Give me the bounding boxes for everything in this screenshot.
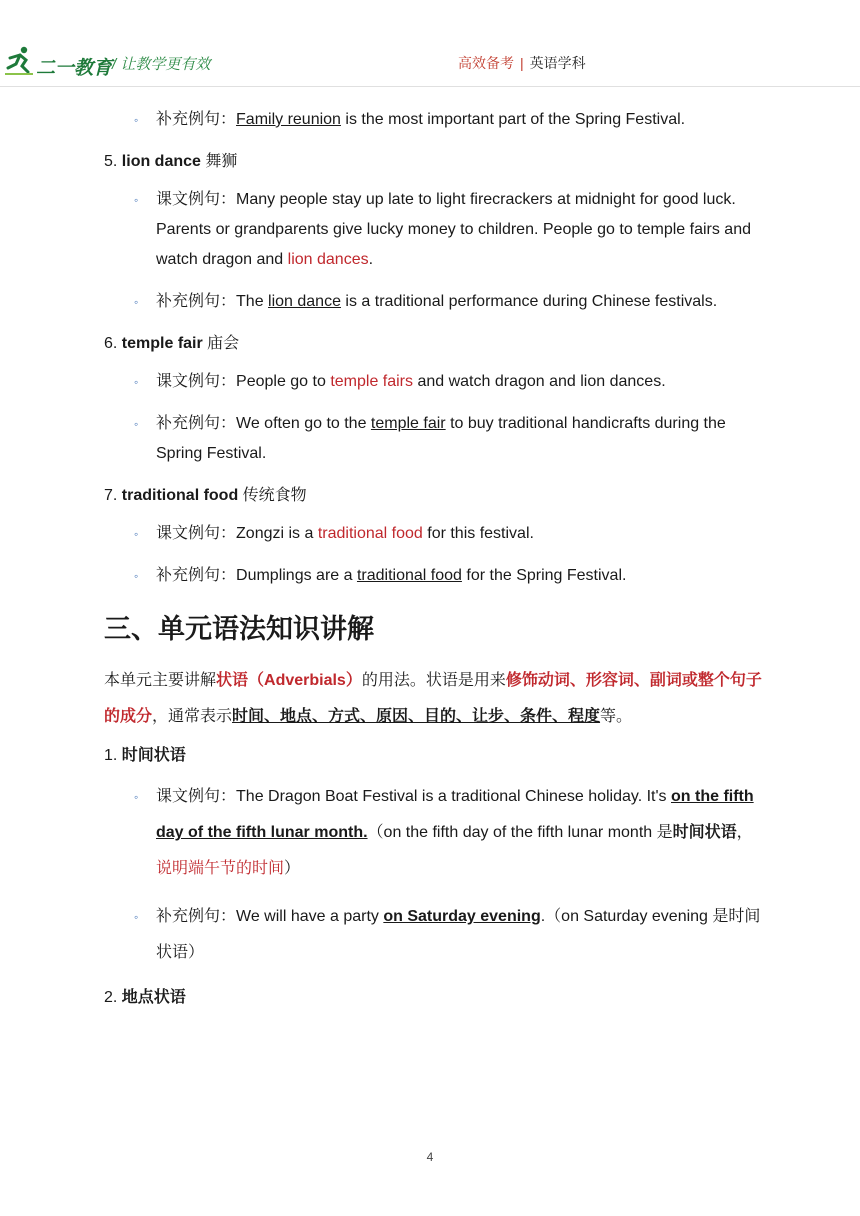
emphasized-list: 时间、地点、方式、原因、目的、让步、条件、程度 [232, 708, 601, 725]
bullet-icon: ◦ [134, 193, 139, 207]
example-sentence [104, 779, 764, 887]
sentence-text: is the most important part of the Spring Festival. [340, 111, 686, 128]
highlighted-phrase: traditional food [317, 525, 423, 542]
underlined-phrase: temple fair [370, 415, 446, 432]
example-sentence [104, 105, 764, 135]
sentence-text: Dumplings are a [236, 567, 357, 584]
annotation-text: ） [284, 860, 301, 877]
annotation-text: .（on Saturday evening 是时间状语） [156, 908, 761, 961]
example-sentence [104, 287, 764, 317]
grammar-item-2 [104, 983, 764, 1013]
item-number: 7. [104, 487, 122, 504]
vocab-term: temple fair [121, 335, 203, 352]
bullet-icon: ◦ [134, 569, 139, 583]
underlined-phrase: Family reunion [236, 111, 341, 128]
highlighted-term: 修饰动词、形容词、副词或整个句子的成分 [104, 672, 762, 725]
vocab-item-5 [104, 147, 764, 177]
item-number: 5. [104, 153, 122, 170]
grammar-term: 地点状语 [121, 989, 186, 1006]
example-sentence [104, 185, 764, 275]
page-header [0, 40, 860, 90]
example-sentence [104, 561, 764, 591]
highlighted-phrase: temple fairs [330, 373, 414, 390]
annotation-text: （on the fifth day of the fifth lunar month 是 [367, 824, 673, 841]
vocab-translation: 庙会 [202, 335, 240, 352]
grammar-intro-paragraph [104, 663, 764, 735]
sentence-text: We will have a party [236, 908, 384, 925]
underlined-phrase: lion dance [268, 293, 341, 310]
sentence-text: Many people stay up late to light firecrackers at midnight for good luck. Parents or grandparents give lucky money to children. People go to temple fairs and watch dragon and [156, 191, 751, 268]
item-number: 2. [104, 989, 122, 1006]
document-body [104, 105, 764, 1021]
grammar-item-1 [104, 741, 764, 771]
paragraph-text: 本单元主要讲解 [104, 672, 217, 689]
header-tag: 高效备考 [458, 55, 514, 71]
bullet-icon: ◦ [134, 790, 139, 804]
sentence-text: We often go to the [236, 415, 371, 432]
example-sentence [104, 409, 764, 469]
vocab-translation: 舞狮 [200, 153, 238, 170]
grammar-term: 时间状语 [121, 747, 186, 764]
sentence-text: is a traditional performance during Chinese festivals. [340, 293, 718, 310]
example-label: 补充例句： [156, 293, 237, 310]
item-number: 1. [104, 747, 122, 764]
sentence-text: and watch dragon and lion dances. [413, 373, 666, 390]
paragraph-text: 等。 [600, 708, 633, 725]
example-label: 补充例句： [156, 908, 237, 925]
bullet-icon: ◦ [134, 910, 139, 924]
example-sentence [104, 367, 764, 397]
example-label: 课文例句： [156, 191, 237, 208]
runner-logo-icon [2, 44, 36, 78]
highlighted-phrase: lion dances [287, 251, 369, 268]
example-label: 补充例句： [156, 415, 237, 432]
brand-slogan: / 让教学更有效 [112, 56, 211, 73]
sentence-text: Zongzi is a [236, 525, 318, 542]
bullet-icon: ◦ [134, 375, 139, 389]
header-tag-group [458, 53, 586, 73]
vocab-term: traditional food [121, 487, 239, 504]
bullet-icon: ◦ [134, 417, 139, 431]
example-label: 课文例句： [156, 373, 237, 390]
vocab-translation: 传统食物 [238, 487, 307, 504]
annotation-bold: 时间状语 [672, 824, 737, 841]
paragraph-text: ，通常表示 [152, 708, 233, 725]
bullet-icon: ◦ [134, 295, 139, 309]
item-number: 6. [104, 335, 122, 352]
sentence-end: . [368, 251, 374, 268]
example-label: 补充例句： [156, 111, 237, 128]
paragraph-text: 的用法。状语是用来 [361, 672, 506, 689]
bold-underlined-phrase: on Saturday evening [383, 908, 541, 925]
sentence-text: for the Spring Festival. [461, 567, 627, 584]
page-number: 4 [426, 1150, 434, 1164]
sentence-text: to buy traditional handicrafts during the Spring Festival. [156, 415, 726, 462]
sentence-text: for this festival. [422, 525, 534, 542]
sentence-text: People go to [236, 373, 331, 390]
annotation-text: ， [736, 824, 753, 841]
example-label: 补充例句： [156, 567, 237, 584]
header-subject: 英语学科 [529, 55, 586, 71]
bullet-icon: ◦ [134, 527, 139, 541]
example-label: 课文例句： [156, 788, 237, 805]
example-label: 课文例句： [156, 525, 237, 542]
sentence-text: The Dragon Boat Festival is a traditional Chinese holiday. It's [236, 788, 671, 805]
vocab-item-6 [104, 329, 764, 359]
bullet-icon: ◦ [134, 113, 139, 127]
underlined-phrase: traditional food [356, 567, 462, 584]
section-heading: 三、单元语法知识讲解 [104, 614, 374, 644]
header-divider: | [520, 55, 524, 71]
header-rule [0, 86, 860, 87]
vocab-term: lion dance [121, 153, 201, 170]
example-sentence [104, 519, 764, 549]
brand-name: 二一教育 [36, 58, 113, 79]
vocab-item-7 [104, 481, 764, 511]
annotation-red: 说明端午节的时间 [156, 860, 285, 877]
example-sentence [104, 899, 764, 971]
bold-underlined-phrase: on the fifth day of the fifth lunar month. [156, 788, 754, 841]
sentence-text: The [236, 293, 269, 310]
highlighted-term: 状语（Adverbials） [216, 672, 362, 689]
